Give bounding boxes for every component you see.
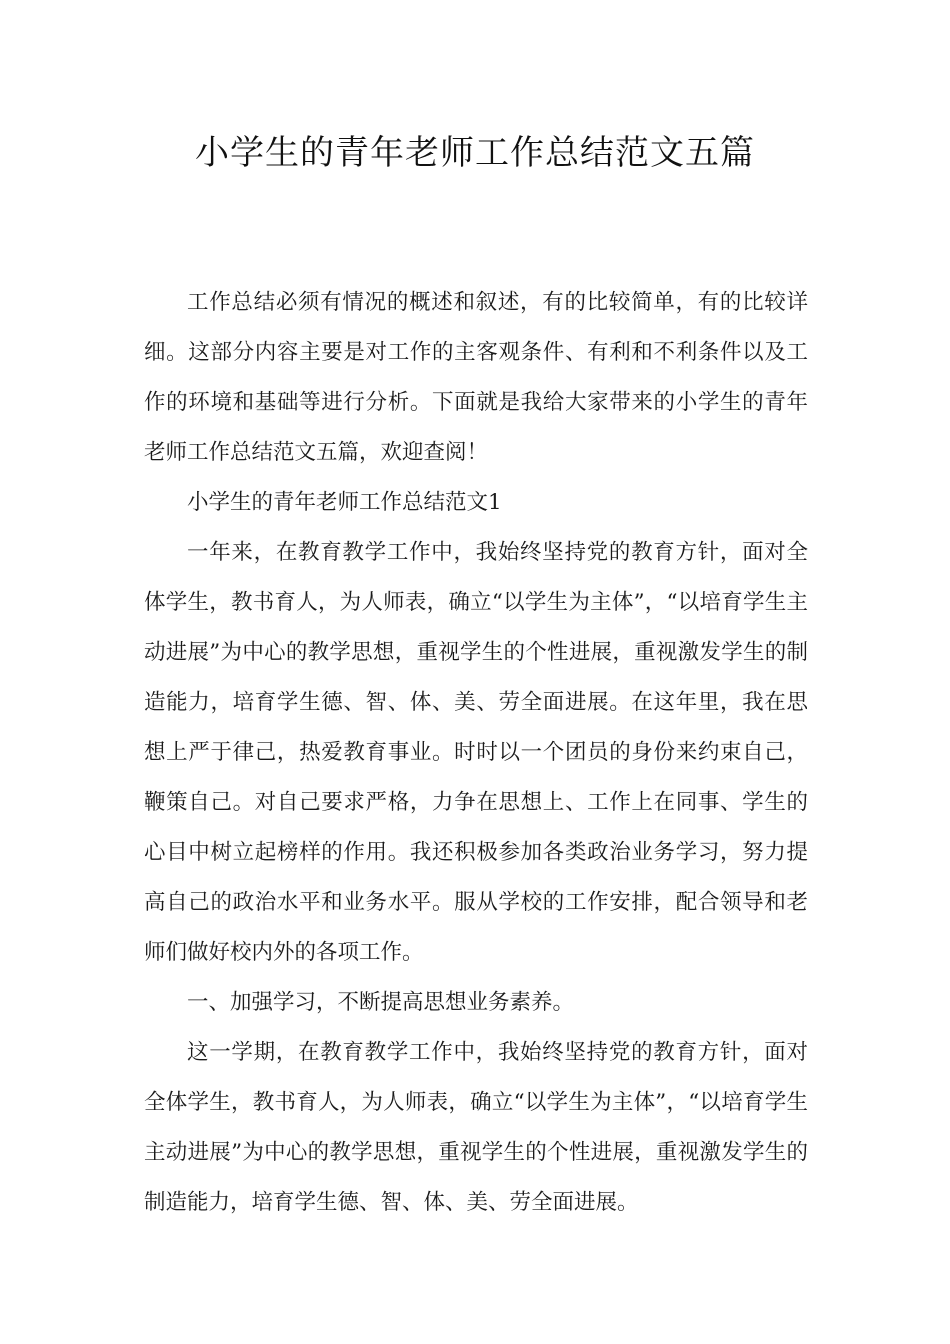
body-paragraph: 这一学期，在教育教学工作中，我始终坚持党的教育方针，面对全体学生，教书育人，为人师表，确立“以学生为主体”，“以培育学生主动进展”为中心的教学思想，重视学生的个性进展，重视激发学生的制造能力，培育学生德、智、体、美、劳全面进展。 <box>144 1040 808 1215</box>
body-paragraph: 一年来，在教育教学工作中，我始终坚持党的教育方针，面对全体学生，教书育人，为人师表，确立“以学生为主体”，“以培育学生主动进展”为中心的教学思想，重视学生的个性进展，重视激发学生的制造能力，培育学生德、智、体、美、劳全面进展。在这年里，我在思想上严于律己，热爱教育事业。时时以一个团员的身份来约束自己，鞭策自己。对自己要求严格，力争在思想上、工作上在同事、学生的心目中树立起榜样的作用。我还积极参加各类政治业务学习，努力提高自己的政治水平和业务水平。服从学校的工作安排，配合领导和老师们做好校内外的各项工作。 <box>144 540 808 965</box>
document-body <box>144 278 808 1228</box>
document-title: 小学生的青年老师工作总结范文五篇 <box>195 133 755 173</box>
section-heading-sample-1: 小学生的青年老师工作总结范文1 <box>187 490 502 515</box>
intro-paragraph: 工作总结必须有情况的概述和叙述，有的比较简单，有的比较详细。这部分内容主要是对工作的主客观条件、有利和不利条件以及工作的环境和基础等进行分析。下面就是我给大家带来的小学生的青年老师工作总结范文五篇，欢迎查阅！ <box>144 290 808 465</box>
section-heading-learning: 一、加强学习，不断提高思想业务素养。 <box>187 990 575 1015</box>
